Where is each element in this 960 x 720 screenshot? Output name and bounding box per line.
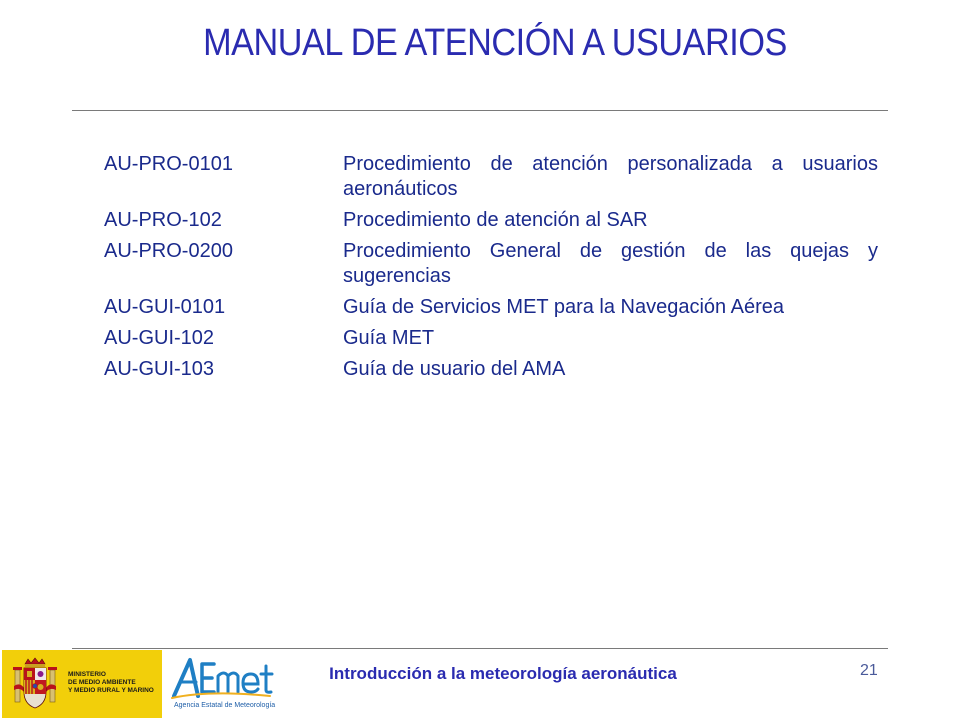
document-description: Guía MET — [343, 327, 435, 349]
slide-title: MANUAL DE ATENCIÓN A USUARIOS — [203, 22, 787, 64]
page-number: 21 — [860, 662, 878, 679]
document-code: AU-PRO-102 — [104, 209, 222, 231]
list-item — [104, 357, 878, 382]
document-code: AU-PRO-0200 — [104, 240, 233, 262]
document-description: Procedimiento General de gestión de las quejas y sugerencias — [343, 240, 878, 287]
aemet-logo — [170, 652, 290, 716]
document-description: Procedimiento de atención personalizada a usuarios aeronáuticos — [343, 153, 878, 200]
aemet-wordmark-graphic — [170, 652, 290, 702]
document-code: AU-PRO-0101 — [104, 153, 233, 175]
document-code: AU-GUI-103 — [104, 358, 215, 380]
list-item — [104, 208, 878, 233]
footer-caption: Introducción a la meteorología aeronáutica — [329, 664, 677, 683]
document-description: Guía de usuario del AMA — [343, 358, 566, 380]
ministry-logo — [2, 650, 162, 718]
list-item — [104, 295, 878, 320]
list-item — [104, 239, 878, 289]
top-divider — [72, 110, 888, 111]
list-item — [104, 326, 878, 351]
document-code: AU-GUI-102 — [104, 327, 215, 349]
document-list — [104, 152, 878, 388]
document-description: Procedimiento de atención al SAR — [343, 209, 648, 231]
list-item — [104, 152, 878, 202]
document-code: AU-GUI-0101 — [104, 296, 226, 318]
ministry-name: MINISTERIO DE MEDIO AMBIENTE Y MEDIO RURAL Y MARINO — [68, 671, 154, 694]
document-description: Guía de Servicios MET para la Navegación Aérea — [343, 296, 784, 318]
bottom-divider — [72, 648, 888, 649]
spain-coat-of-arms-icon — [12, 656, 58, 712]
aemet-tagline: Agencia Estatal de Meteorología — [174, 702, 276, 709]
